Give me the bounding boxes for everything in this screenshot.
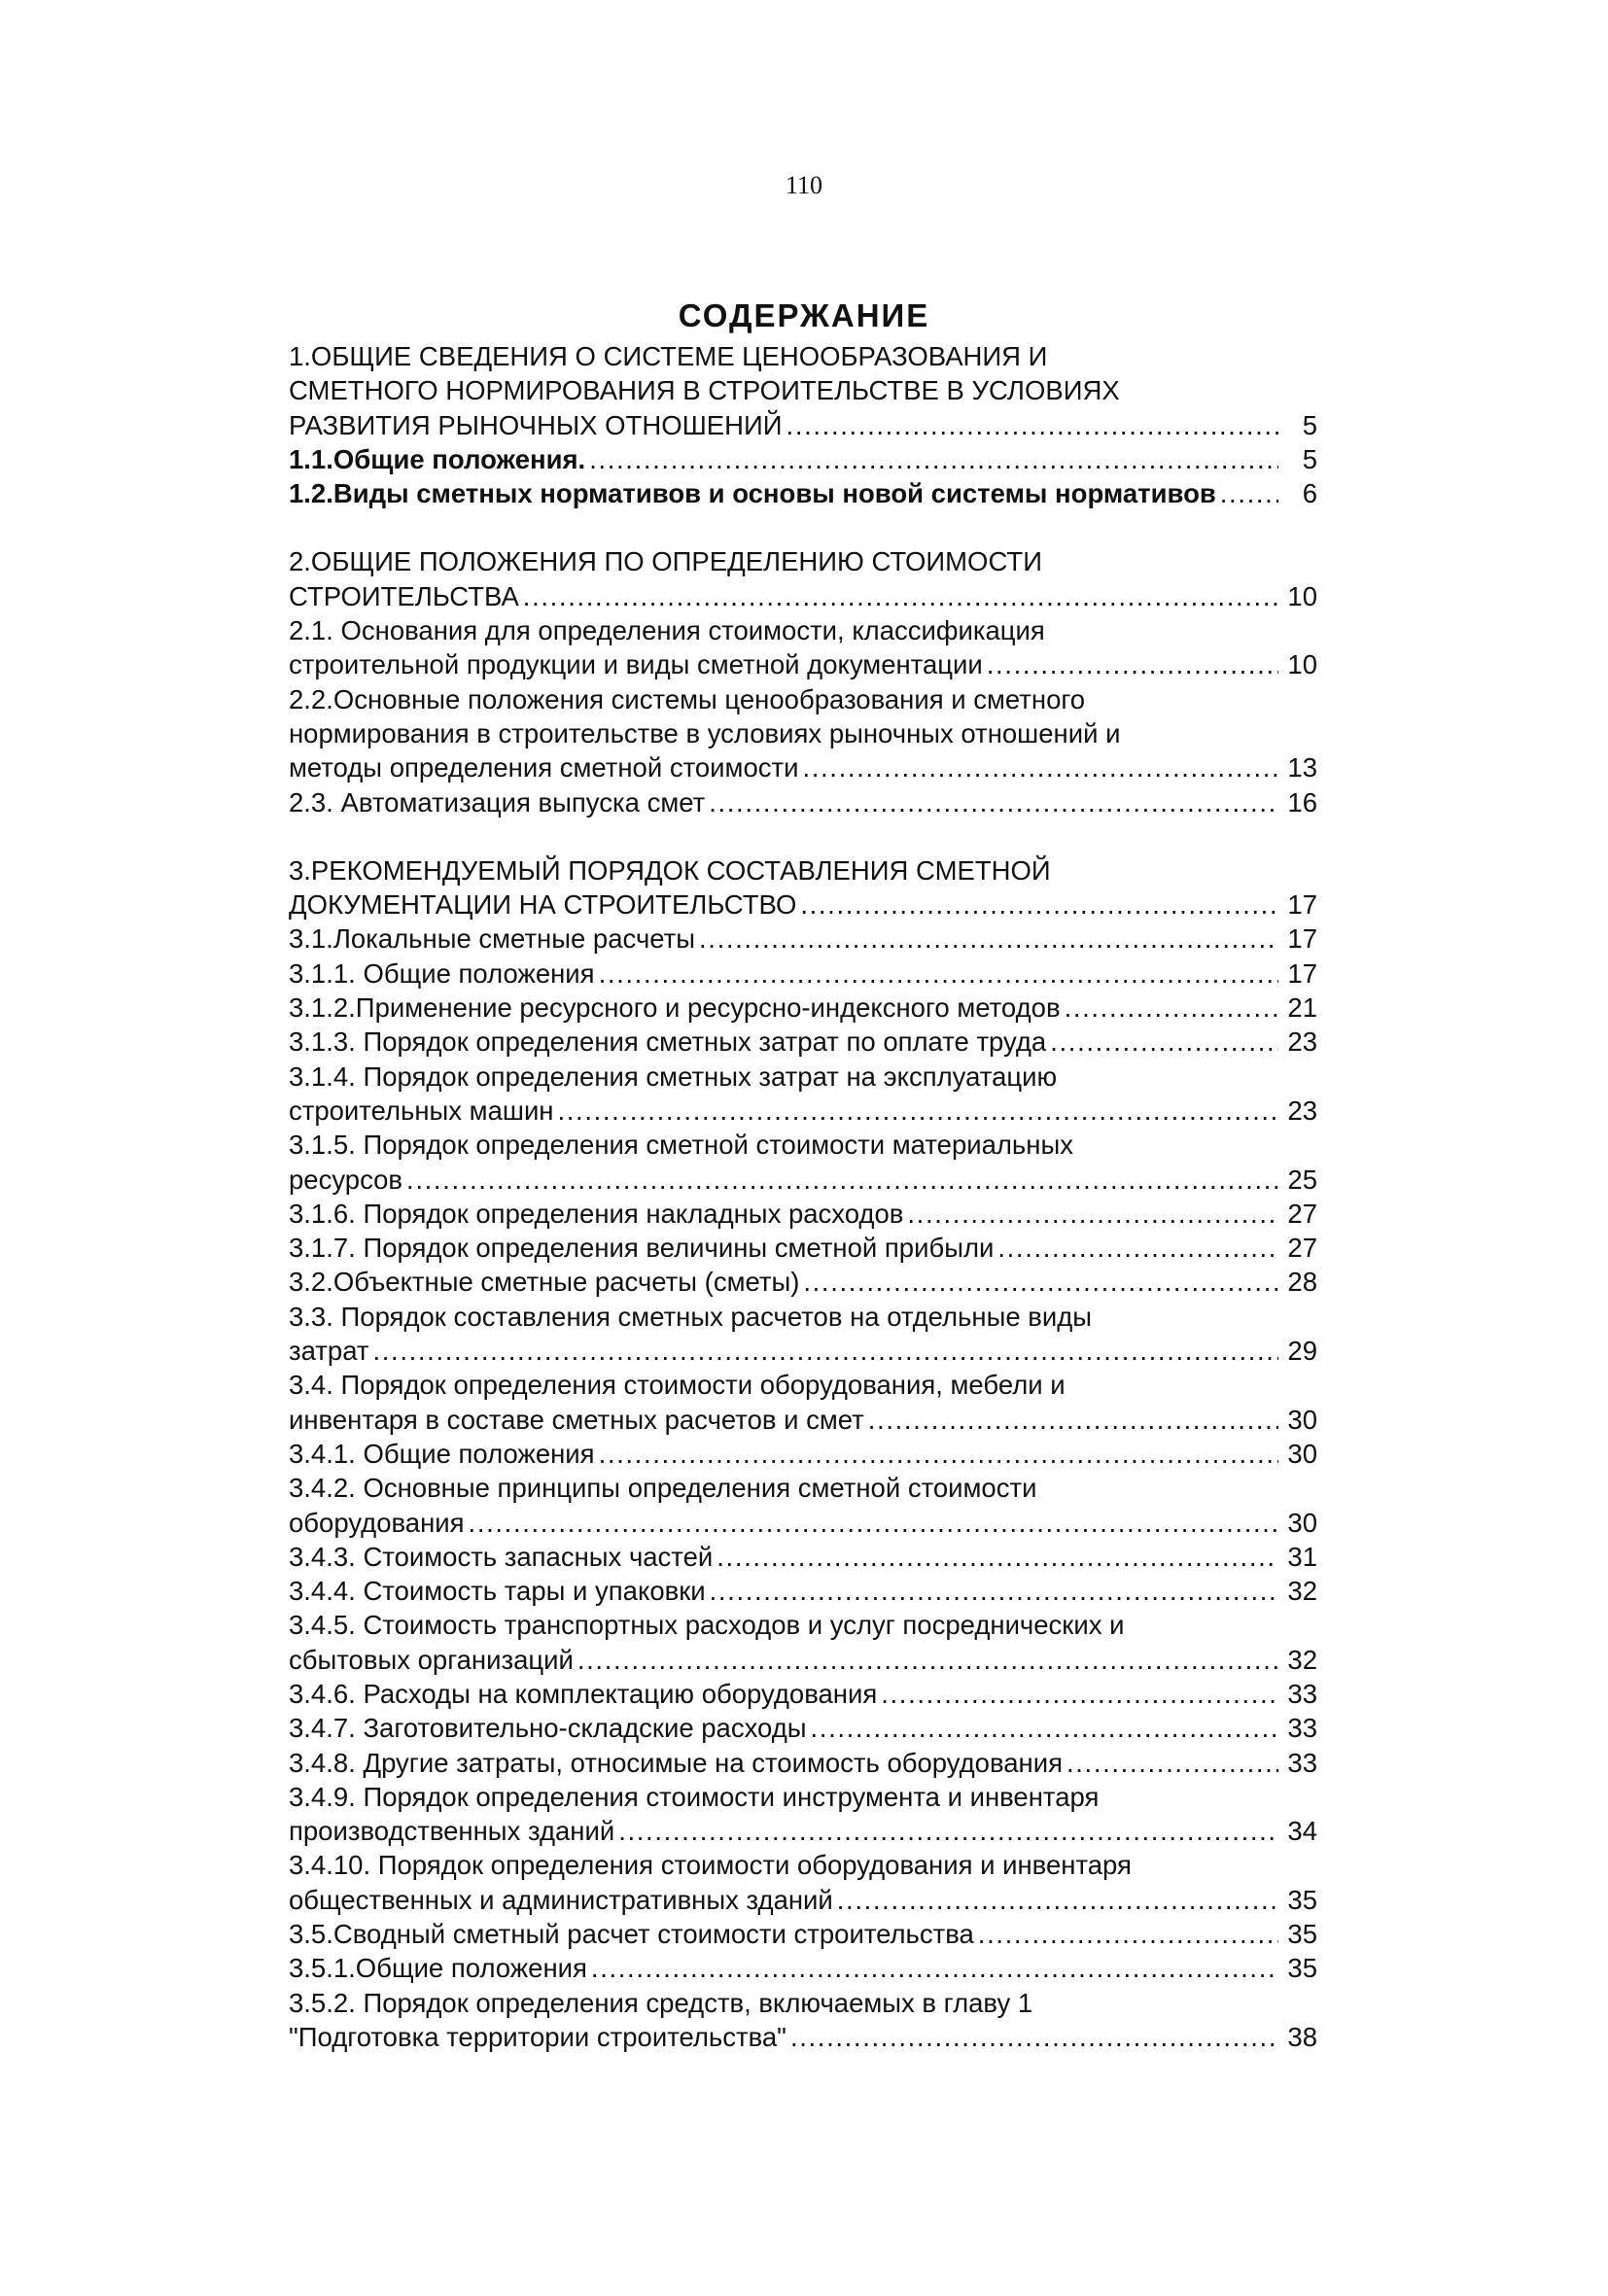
- toc-entry-line: 3.1.4. Порядок определения сметных затрат на эксплуатацию: [289, 1061, 1058, 1092]
- toc-entry-title: 3.5.Сводный сметный расчет стоимости строительства: [289, 1919, 974, 1950]
- toc-entry: [289, 1300, 1317, 1369]
- toc-entry: [289, 1951, 1317, 1985]
- dot-leader: [709, 785, 1278, 819]
- toc-entry-last-line: [289, 647, 1317, 681]
- toc-entry-page: 30: [1287, 1438, 1317, 1469]
- page-number: 110: [785, 171, 823, 199]
- toc-entry-line: 3.5.2. Порядок определения средств, включаемых в главу 1: [289, 1987, 1033, 2018]
- dot-leader: [800, 887, 1278, 922]
- toc-entry: [289, 1025, 1317, 1059]
- toc-entry-page: 5: [1302, 409, 1317, 440]
- toc-entry-title: "Подготовка территории строительства": [289, 2021, 787, 2052]
- toc-entry-title: производственных зданий: [289, 1816, 615, 1847]
- toc-entry-last-line: [289, 750, 1317, 784]
- toc-entry-title: оборудования: [289, 1507, 465, 1538]
- toc-entry-page: 17: [1287, 889, 1317, 921]
- toc-entry-last-line: [289, 1025, 1317, 1059]
- toc-entry-page: 29: [1287, 1336, 1317, 1367]
- toc-entry-page: 10: [1287, 580, 1317, 611]
- toc-entry-last-line: [289, 1197, 1317, 1231]
- dot-leader: [599, 1437, 1278, 1471]
- toc-entry: [289, 1437, 1317, 1471]
- toc-entry-page: 27: [1287, 1198, 1317, 1229]
- toc-entry-last-line: [289, 1643, 1317, 1677]
- toc-entry-last-line: [289, 1437, 1317, 1471]
- table-of-contents: [289, 339, 1317, 2054]
- toc-entry-page: 25: [1287, 1164, 1317, 1195]
- dot-leader: [1050, 1025, 1278, 1059]
- toc-entry: [289, 1986, 1317, 2055]
- toc-entry-title: общественных и административных зданий: [289, 1884, 833, 1915]
- toc-entry-line: нормирования в строительстве в условиях рыночных отношений и: [289, 717, 1121, 748]
- toc-entry-last-line: [289, 991, 1317, 1025]
- toc-entry-title: 3.1.2.Применение ресурсного и ресурсно-индексного методов: [289, 992, 1061, 1024]
- toc-entry-title: 1.2.Виды сметных нормативов и основы новой системы нормативов: [289, 478, 1216, 509]
- toc-entry-last-line: [289, 1231, 1317, 1265]
- toc-entry-last-line: [289, 1883, 1317, 1917]
- dot-leader: [406, 1163, 1278, 1197]
- dot-leader: [577, 1643, 1278, 1677]
- toc-entry: [289, 1608, 1317, 1677]
- toc-entry-last-line: [289, 887, 1317, 922]
- toc-entry: [289, 922, 1317, 956]
- toc-entry-page: 5: [1302, 443, 1317, 474]
- toc-entry-title: ресурсов: [289, 1164, 403, 1195]
- toc-entry: [289, 442, 1317, 476]
- dot-leader: [717, 1540, 1278, 1574]
- toc-entry: [289, 1128, 1317, 1197]
- toc-entry-last-line: [289, 1540, 1317, 1574]
- dot-leader: [1220, 476, 1278, 510]
- toc-entry-page: 28: [1287, 1267, 1317, 1298]
- toc-entry: [289, 476, 1317, 510]
- toc-entry-line: 2.1. Основания для определения стоимости, классификация: [289, 615, 1045, 646]
- toc-entry-title: строительной продукции и виды сметной документации: [289, 649, 983, 680]
- toc-entry-page: 33: [1287, 1713, 1317, 1744]
- dot-leader: [523, 579, 1278, 613]
- toc-entry: [289, 1780, 1317, 1849]
- toc-entry-page: 13: [1287, 752, 1317, 783]
- dot-leader: [469, 1506, 1278, 1540]
- dot-leader: [699, 922, 1278, 956]
- toc-entry-page: 23: [1287, 1095, 1317, 1126]
- toc-entry-last-line: [289, 785, 1317, 819]
- toc-entry: [289, 682, 1317, 785]
- toc-entry-line: 3.РЕКОМЕНДУЕМЫЙ ПОРЯДОК СОСТАВЛЕНИЯ СМЕТНОЙ: [289, 854, 1051, 886]
- toc-entry-page: 35: [1287, 1953, 1317, 1984]
- toc-entry-page: 32: [1287, 1576, 1317, 1607]
- toc-entry: [289, 1368, 1317, 1437]
- toc-entry-line: 3.4. Порядок определения стоимости оборудования, мебели и: [289, 1370, 1066, 1401]
- dot-leader: [907, 1197, 1278, 1231]
- dot-leader: [987, 647, 1278, 681]
- toc-entry-page: 30: [1287, 1404, 1317, 1435]
- toc-entry: [289, 1711, 1317, 1745]
- toc-entry: [289, 1197, 1317, 1231]
- toc-entry-title: 2.3. Автоматизация выпуска смет: [289, 786, 706, 818]
- toc-entry-last-line: [289, 1711, 1317, 1745]
- toc-entry-last-line: [289, 1163, 1317, 1197]
- toc-entry-title: 3.4.6. Расходы на комплектацию оборудования: [289, 1678, 878, 1709]
- toc-entry-title: 3.1.6. Порядок определения накладных расходов: [289, 1198, 904, 1229]
- dot-leader: [558, 1094, 1279, 1128]
- toc-entry: [289, 1471, 1317, 1540]
- dot-leader: [997, 1231, 1278, 1265]
- toc-entry-last-line: [289, 2020, 1317, 2054]
- toc-entry-last-line: [289, 408, 1317, 442]
- toc-entry-title: затрат: [289, 1336, 369, 1367]
- toc-entry-last-line: [289, 922, 1317, 956]
- toc-entry-line: 3.3. Порядок составления сметных расчетов на отдельные виды: [289, 1301, 1093, 1332]
- toc-entry: [289, 1540, 1317, 1574]
- toc-entry-last-line: [289, 1506, 1317, 1540]
- toc-entry: [289, 544, 1317, 613]
- toc-entry-title: строительных машин: [289, 1095, 554, 1126]
- toc-entry-line: 3.4.5. Стоимость транспортных расходов и услуг посреднических и: [289, 1610, 1125, 1641]
- toc-entry-title: СТРОИТЕЛЬСТВА: [289, 580, 519, 611]
- toc-entry: [289, 991, 1317, 1025]
- toc-entry-page: 23: [1287, 1026, 1317, 1058]
- toc-entry-title: 3.4.8. Другие затраты, относимые на стоимость оборудования: [289, 1747, 1063, 1778]
- toc-entry-title: ДОКУМЕНТАЦИИ НА СТРОИТЕЛЬСТВО: [289, 889, 797, 921]
- dot-leader: [881, 1677, 1278, 1711]
- dot-leader: [372, 1334, 1278, 1368]
- toc-entry: [289, 957, 1317, 991]
- toc-entry-title: 3.1.7. Порядок определения величины сметной прибыли: [289, 1233, 995, 1264]
- toc-entry-page: 17: [1287, 923, 1317, 955]
- toc-entry-title: РАЗВИТИЯ РЫНОЧНЫХ ОТНОШЕНИЙ: [289, 409, 783, 440]
- toc-entry-page: 17: [1287, 957, 1317, 989]
- toc-entry-page: 35: [1287, 1884, 1317, 1915]
- toc-entry-last-line: [289, 1917, 1317, 1951]
- toc-entry-page: 10: [1287, 649, 1317, 680]
- toc-entry-line: 1.ОБЩИЕ СВЕДЕНИЯ О СИСТЕМЕ ЦЕНООБРАЗОВАНИЯ И: [289, 341, 1048, 371]
- dot-leader: [837, 1883, 1278, 1917]
- toc-entry-line: 3.4.9. Порядок определения стоимости инструмента и инвентаря: [289, 1781, 1100, 1812]
- toc-entry-last-line: [289, 1746, 1317, 1780]
- toc-entry-line: 3.4.10. Порядок определения стоимости оборудования и инвентаря: [289, 1850, 1132, 1881]
- toc-entry-title: инвентаря в составе сметных расчетов и смет: [289, 1404, 864, 1435]
- toc-entry-page: 16: [1287, 786, 1317, 818]
- toc-entry-page: 6: [1302, 478, 1317, 509]
- toc-title: СОДЕРЖАНИЕ: [678, 297, 930, 333]
- toc-entry-page: 38: [1287, 2021, 1317, 2052]
- toc-entry-page: 27: [1287, 1233, 1317, 1264]
- toc-entry-page: 33: [1287, 1747, 1317, 1778]
- toc-entry-last-line: [289, 1334, 1317, 1368]
- toc-entry-line: 3.4.2. Основные принципы определения сметной стоимости: [289, 1473, 1037, 1504]
- toc-entry-line: 2.2.Основные положения системы ценообразования и сметного: [289, 683, 1086, 714]
- toc-entry-title: 3.4.1. Общие положения: [289, 1438, 595, 1469]
- dot-leader: [978, 1917, 1278, 1951]
- dot-leader: [803, 1265, 1278, 1299]
- toc-entry-title: 3.4.4. Стоимость тары и упаковки: [289, 1576, 706, 1607]
- toc-entry-last-line: [289, 476, 1317, 510]
- dot-leader: [787, 408, 1278, 442]
- toc-entry-title: 3.1.1. Общие положения: [289, 957, 595, 989]
- toc-entry-title: 3.1.Локальные сметные расчеты: [289, 923, 696, 955]
- toc-entry-last-line: [289, 579, 1317, 613]
- toc-entry: [289, 1574, 1317, 1608]
- toc-entry: [289, 1060, 1317, 1129]
- toc-entry-last-line: [289, 957, 1317, 991]
- toc-entry-last-line: [289, 1403, 1317, 1437]
- toc-entry-title: методы определения сметной стоимости: [289, 752, 799, 783]
- toc-entry: [289, 853, 1317, 922]
- toc-entry: [289, 1231, 1317, 1265]
- dot-leader: [599, 957, 1278, 991]
- toc-entry-line: 2.ОБЩИЕ ПОЛОЖЕНИЯ ПО ОПРЕДЕЛЕНИЮ СТОИМОСТИ: [289, 546, 1042, 577]
- dot-leader: [811, 1711, 1278, 1745]
- toc-entry: [289, 1848, 1317, 1917]
- dot-leader: [710, 1574, 1278, 1608]
- toc-entry-line: СМЕТНОГО НОРМИРОВАНИЯ В СТРОИТЕЛЬСТВЕ В УСЛОВИЯХ: [289, 375, 1120, 406]
- dot-leader: [589, 442, 1278, 476]
- toc-entry-title: 3.5.1.Общие положения: [289, 1953, 587, 1984]
- toc-entry-last-line: [289, 1574, 1317, 1608]
- toc-entry-page: 30: [1287, 1507, 1317, 1538]
- toc-entry-page: 32: [1287, 1644, 1317, 1675]
- toc-entry: [289, 613, 1317, 682]
- dot-leader: [868, 1403, 1278, 1437]
- toc-entry-last-line: [289, 1951, 1317, 1985]
- toc-entry-title: 3.4.3. Стоимость запасных частей: [289, 1541, 714, 1572]
- toc-entry: [289, 1265, 1317, 1299]
- toc-entry-title: 1.1.Общие положения.: [289, 443, 586, 474]
- toc-entry-title: сбытовых организаций: [289, 1644, 574, 1675]
- dot-leader: [618, 1814, 1278, 1848]
- toc-entry-title: 3.2.Объектные сметные расчеты (сметы): [289, 1267, 800, 1298]
- toc-entry: [289, 785, 1317, 819]
- toc-entry-page: 34: [1287, 1816, 1317, 1847]
- toc-entry-title: 3.1.3. Порядок определения сметных затрат по оплате труда: [289, 1026, 1047, 1058]
- toc-entry-line: 3.1.5. Порядок определения сметной стоимости материальных: [289, 1130, 1073, 1161]
- toc-entry-page: 31: [1287, 1541, 1317, 1572]
- dot-leader: [1065, 991, 1278, 1025]
- toc-entry-last-line: [289, 442, 1317, 476]
- toc-entry-page: 35: [1287, 1919, 1317, 1950]
- toc-entry: [289, 339, 1317, 442]
- toc-entry-page: 21: [1287, 992, 1317, 1024]
- dot-leader: [802, 750, 1278, 784]
- toc-entry-last-line: [289, 1265, 1317, 1299]
- dot-leader: [591, 1951, 1278, 1985]
- dot-leader: [1066, 1746, 1278, 1780]
- toc-entry-last-line: [289, 1677, 1317, 1711]
- dot-leader: [790, 2020, 1278, 2054]
- toc-entry: [289, 1746, 1317, 1780]
- toc-entry-page: 33: [1287, 1678, 1317, 1709]
- toc-entry-last-line: [289, 1094, 1317, 1128]
- toc-entry-last-line: [289, 1814, 1317, 1848]
- toc-entry: [289, 1917, 1317, 1951]
- toc-entry: [289, 1677, 1317, 1711]
- toc-entry-title: 3.4.7. Заготовительно-складские расходы: [289, 1713, 807, 1744]
